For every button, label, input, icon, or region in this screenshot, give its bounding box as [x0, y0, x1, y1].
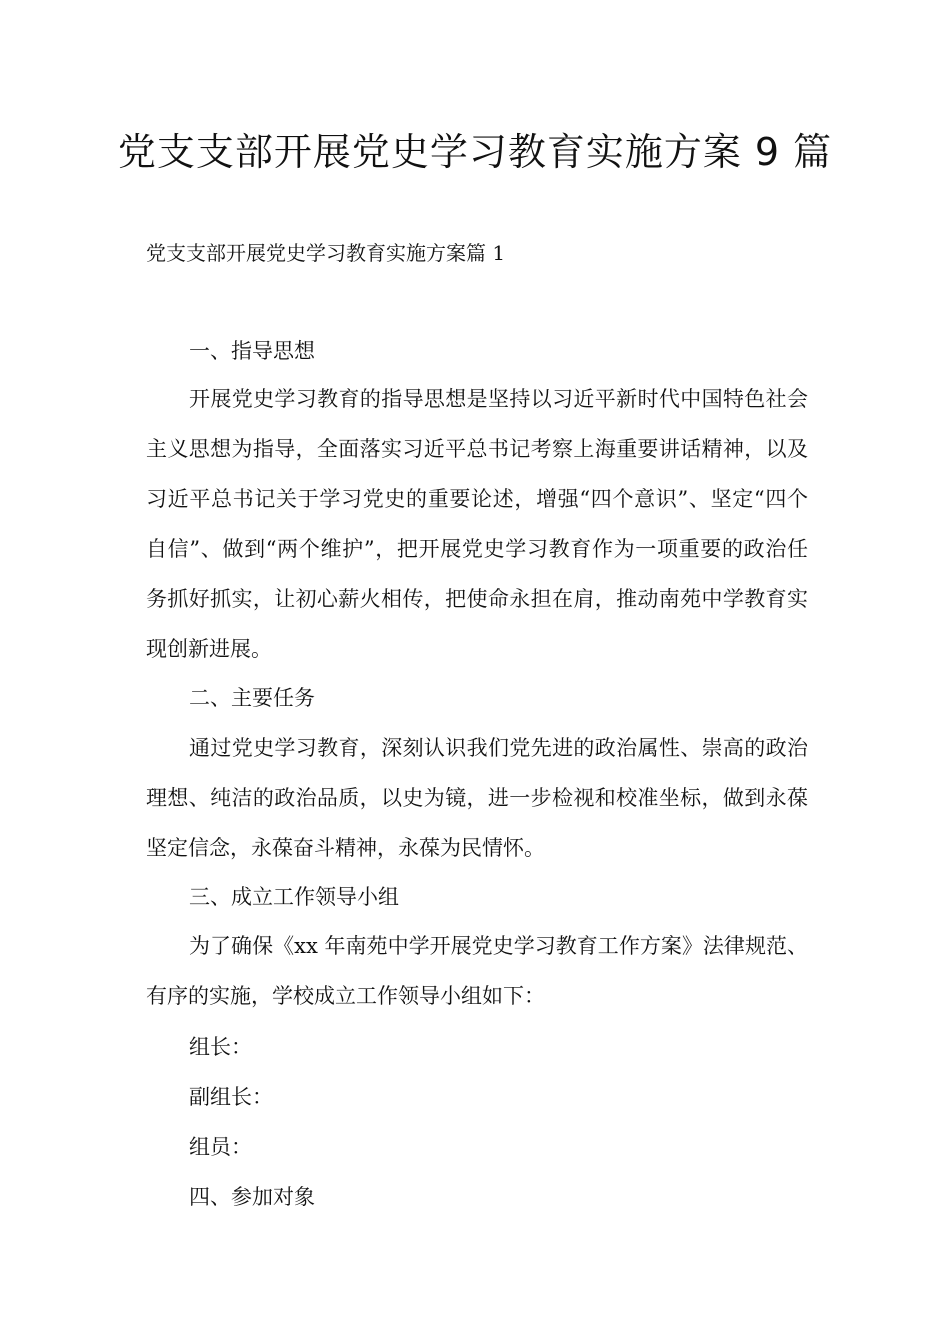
- document-title: 党支支部开展党史学习教育实施方案 9 篇: [117, 130, 833, 174]
- paragraph-guiding-ideology: 开展党史学习教育的指导思想是坚持以习近平新时代中国特色社会主义思想为指导，全面落实习近平总书记考察上海重要讲话精神，以及习近平总书记关于学习党史的重要论述，增强“四个意识”、坚定“四个自信”、做到“两个维护”，把开展党史学习教育作为一项重要的政治任务抓好抓实，让初心薪火相传，把使命永担在肩，推动南苑中学教育实现创新进展。: [146, 387, 808, 661]
- paragraph-main-tasks: 通过党史学习教育，深刻认识我们党先进的政治属性、崇高的政治理想、纯洁的政治品质，以史为镜，进一步检视和校准坐标，做到永葆坚定信念，永葆奋斗精神，永葆为民情怀。: [146, 736, 808, 860]
- deputy-leader-label: 副组长：: [189, 1085, 273, 1109]
- section-heading-participants: 四、参加对象: [189, 1185, 315, 1209]
- section-heading-guiding-ideology: 一、指导思想: [189, 339, 315, 363]
- section-heading-leading-group: 三、成立工作领导小组: [189, 885, 399, 909]
- paragraph-leading-group: 为了确保《xx 年南苑中学开展党史学习教育工作方案》法律规范、有序的实施，学校成立工作领导小组如下：: [146, 934, 808, 1008]
- document-subtitle: 党支支部开展党史学习教育实施方案篇 1: [146, 241, 506, 265]
- leader-label: 组长：: [189, 1035, 252, 1059]
- member-label: 组员：: [189, 1135, 252, 1159]
- section-heading-main-tasks: 二、主要任务: [189, 686, 315, 710]
